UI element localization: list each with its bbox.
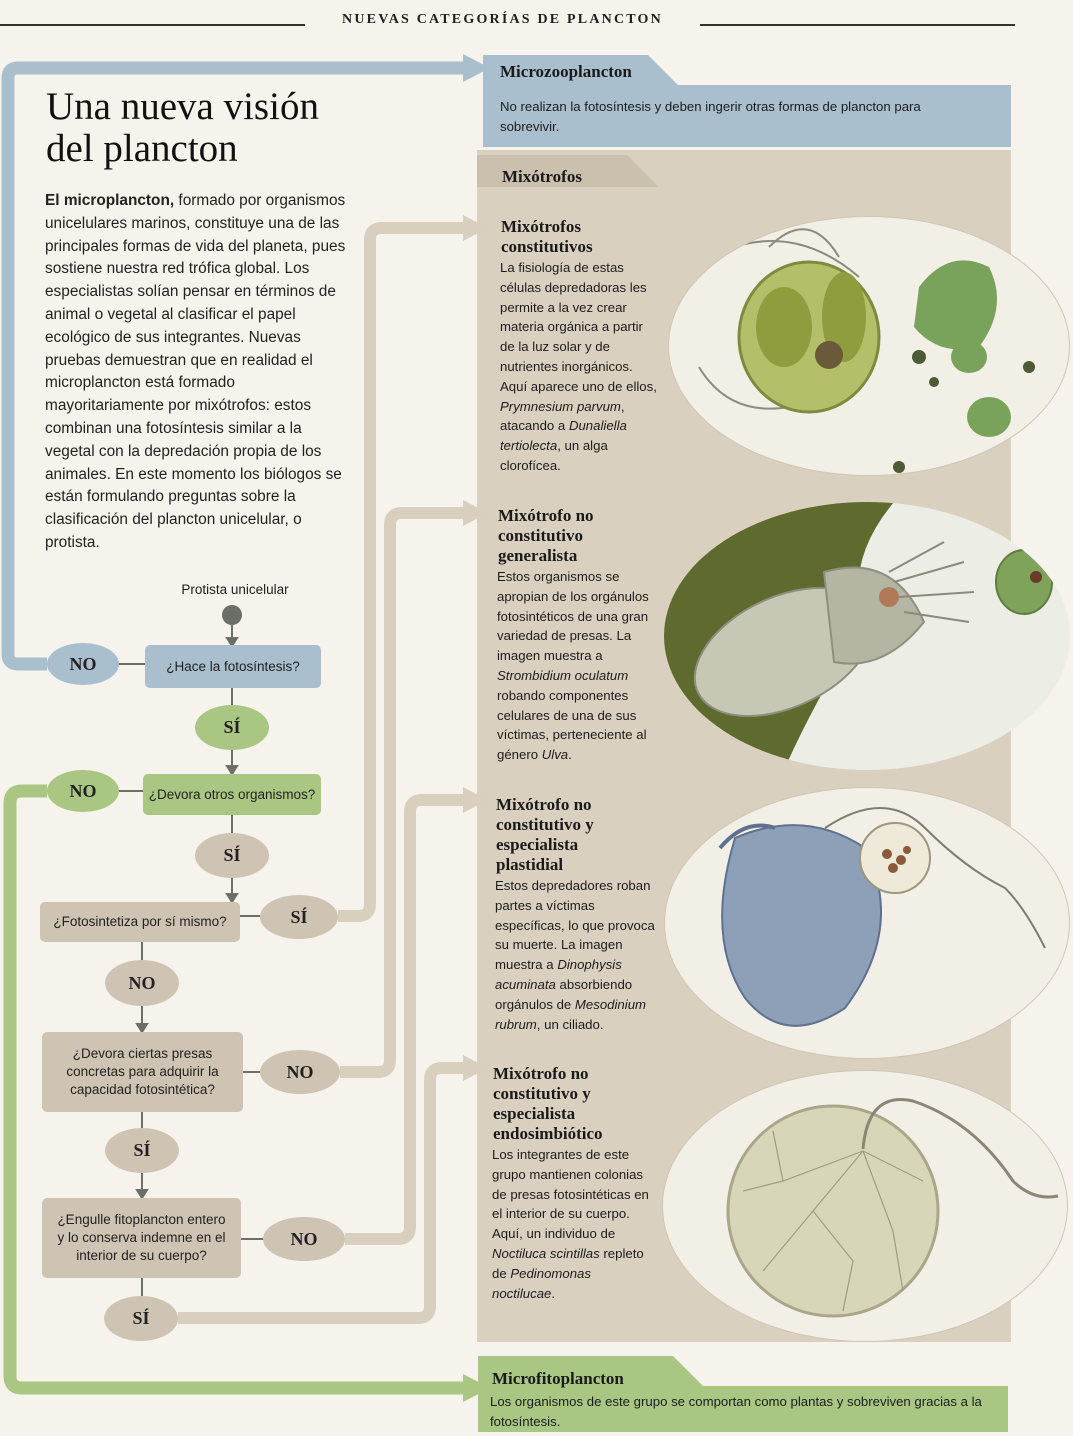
plastidic-text-c: , un ciliado.	[536, 1016, 604, 1032]
question-self-photosynthesis: ¿Fotosintetiza por sí mismo?	[40, 902, 240, 942]
strombidium-drawing	[664, 502, 1070, 770]
endosymbiotic-text-a: Los integrantes de este grupo mantienen colonias de presas fotosintéticas en el interior de su cuerpo. Aquí, un individuo de	[492, 1147, 649, 1242]
constitutive-text	[500, 258, 660, 476]
microphyto-text: Los organismos de este grupo se comportan como plantas y sobreviven gracias a la fotosíntesis.	[490, 1394, 982, 1429]
answer-no-photosynthesis: NO	[47, 643, 119, 685]
constitutive-species-b: Dunaliella tertiolecta	[500, 418, 627, 454]
question-engulfs-phytoplankton: ¿Engulle fitoplancton entero y lo conserva indemne en el interior de su cuerpo?	[42, 1198, 241, 1278]
illustration-dinophysis	[664, 787, 1070, 1059]
answer-yes-specific-prey: SÍ	[105, 1128, 179, 1173]
generalist-text-a: Estos organismos se apropian de los orgánulos fotosintéticos de una gran variedad de presas. La imagen muestra a	[497, 569, 649, 664]
dinophysis-drawing	[665, 788, 1069, 1058]
microzoo-title: Microzooplancton	[500, 62, 632, 81]
answer-yes-engulfs: SÍ	[104, 1296, 178, 1341]
constitutive-text-b: , atacando a	[500, 398, 625, 434]
generalist-species-a: Strombidium oculatum	[497, 667, 629, 683]
illustration-noctiluca	[662, 1070, 1068, 1342]
endosymbiotic-species-a: Noctiluca scintillas	[492, 1245, 600, 1261]
constitutive-species-a: Prymnesium parvum	[500, 398, 621, 414]
answer-no-engulfs: NO	[263, 1217, 345, 1261]
article-intro	[45, 190, 350, 555]
answer-yes-photosynthesis: SÍ	[195, 705, 269, 750]
endosymbiotic-text-b: repleto de	[492, 1245, 644, 1281]
intro-body: formado por organismos unicelulares marinos, constituye una de las principales formas de vida del planeta, pues sostiene nuestra red trófica global. Los especialistas solían pensar en términos de animal o vegetal al clasificar el papel ecológico de sus integrantes. Nuevas pruebas demuestran que en realidad el microplancton está formado mayoritariamente por mixótrofos: estos combinan una fotosíntesis similar a la vegetal con la depredación propia de los animales. En este momento los biólogos se están formulando preguntas sobre la clasificación del plancton unicelular, o protista.	[45, 192, 346, 551]
constitutive-title: Mixótrofos constitutivos	[501, 217, 593, 256]
answer-no-specific-prey: NO	[260, 1050, 340, 1094]
endosymbiotic-text-c: .	[551, 1285, 556, 1301]
plastidic-text	[495, 876, 655, 1034]
article-title: Una nueva visión del plancton	[46, 85, 319, 170]
plastidic-text-a: Estos depredadores roban partes a víctimas específicas, lo que provoca su muerte. La imagen muestra a	[495, 878, 655, 973]
generalist-text-b: robando componentes celulares de una de sus víctimas, perteneciente al género	[497, 687, 647, 763]
microphyto-title: Microfitoplancton	[492, 1369, 624, 1388]
plastidic-text-b: absorbiendo orgánulos de	[495, 976, 633, 1012]
mixotrophs-title: Mixótrofos	[502, 167, 582, 186]
question-devours: ¿Devora otros organismos?	[143, 774, 321, 815]
section-header: NUEVAS CATEGORÍAS DE PLANCTON	[342, 12, 663, 27]
endosymbiotic-species-b: Pedinomonas noctilucae	[492, 1265, 591, 1301]
flow-start-label: Protista unicelular	[181, 582, 289, 597]
generalist-text-c: .	[568, 747, 572, 763]
question-specific-prey: ¿Devora ciertas presas concretas para adquirir la capacidad fotosintética?	[42, 1032, 243, 1112]
question-photosynthesis: ¿Hace la fotosíntesis?	[145, 645, 321, 688]
answer-yes-devours: SÍ	[195, 833, 269, 878]
microzoo-text: No realizan la fotosíntesis y deben ingerir otras formas de plancton para sobrevivir.	[500, 99, 921, 134]
plastidic-species-a: Dinophysis acuminata	[495, 957, 622, 992]
plastidic-title: Mixótrofo no constitutivo y especialista plastidial	[496, 795, 594, 874]
flow-start-dot	[222, 605, 242, 625]
answer-no-self-photosynthesis: NO	[105, 960, 179, 1006]
generalist-text	[497, 567, 657, 765]
illustration-strombidium	[664, 502, 1070, 770]
prymnesium-drawing	[669, 217, 1069, 475]
constitutive-text-a: La fisiología de estas células depredadoras les permite a la vez crear materia orgánica a partir de la luz solar y de nutrientes inorgánicos. Aquí aparece uno de ellos,	[500, 260, 657, 394]
answer-no-devours: NO	[47, 770, 119, 812]
generalist-title: Mixótrofo no constitutivo generalista	[498, 506, 594, 565]
answer-yes-self-photosynthesis: SÍ	[260, 895, 338, 939]
noctiluca-drawing	[663, 1071, 1067, 1341]
endosymbiotic-text	[492, 1145, 654, 1303]
plastidic-species-b: Mesodinium rubrum	[495, 996, 647, 1032]
endosymbiotic-title: Mixótrofo no constitutivo y especialista endosimbiótico	[493, 1064, 603, 1143]
generalist-species-b: Ulva	[541, 747, 569, 763]
constitutive-text-c: , un alga clorofícea.	[500, 438, 608, 473]
illustration-prymnesium	[668, 216, 1070, 476]
intro-lead: El microplancton,	[45, 192, 175, 209]
